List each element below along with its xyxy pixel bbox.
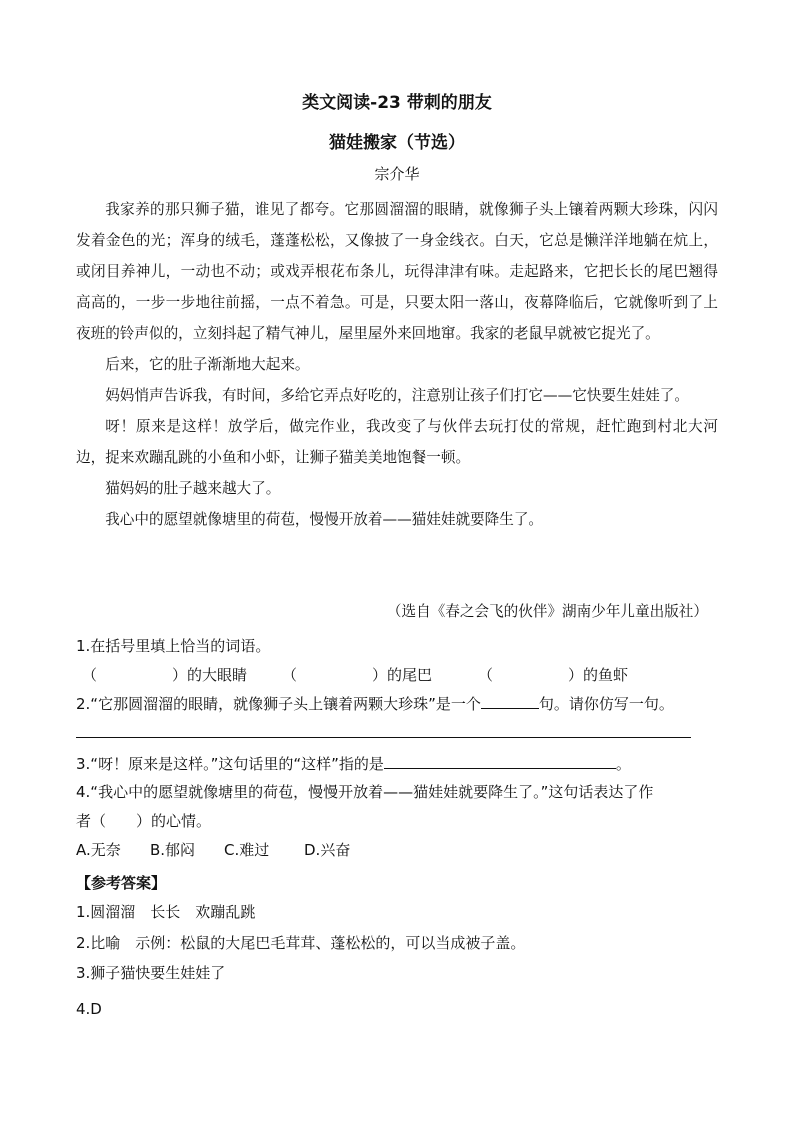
question-1-items [82, 665, 732, 685]
q2-answer-blank[interactable] [481, 694, 539, 709]
q1-item-eyes: （ ）的大眼睛 [82, 666, 248, 684]
q1-item-tail: （ ）的尾巴 [282, 666, 433, 684]
q2-writing-line[interactable] [76, 737, 691, 738]
question-2 [76, 694, 726, 714]
author-name: 宗介华 [374, 165, 420, 183]
passage-paragraph: 我家养的那只狮子猫，谁见了都夸。它那圆溜溜的眼睛，就像狮子头上镶着两颗大珍珠，闪闪发着金色的光；浑身的绒毛，蓬蓬松松，又像披了一身金线衣。白天，它总是懒洋洋地躺在炕上，或闭目养神儿，一动也不动；或戏弄根花布条儿，玩得津津有味。走起路来，它把长长的尾巴翘得高高的，一步一步地往前摇，一点不着急。可是，只要太阳一落山，夜幕降临后，它就像听到了上夜班的铃声似的，立刻抖起了精气神儿，屋里屋外来回地窜。我家的老鼠早就被它捉光了。 [76, 201, 718, 342]
passage-paragraph: 猫妈妈的肚子越来越大了。 [105, 480, 281, 497]
passage-paragraph: 妈妈悄声告诉我，有时间，多给它弄点好吃的，注意别让孩子们打它——它快要生娃娃了。 [105, 387, 689, 404]
option-d: D.兴奋 [304, 841, 351, 859]
option-a: A.无奈 [76, 841, 121, 859]
passage-paragraph: 我心中的愿望就像塘里的荷苞，慢慢开放着——猫娃娃就要降生了。 [105, 511, 544, 528]
question-4: 4.“我心中的愿望就像塘里的荷苞，慢慢开放着——猫娃娃就要降生了。”这句话表达了作 [76, 783, 654, 801]
reading-passage [76, 194, 718, 535]
answer-1: 1.圆溜溜 长长 欢蹦乱跳 [76, 903, 256, 921]
q2-text-end: 句。请你仿写一句。 [538, 695, 674, 713]
q3-text-end: 。 [615, 755, 631, 773]
question-4-cont: 者（ ）的心情。 [76, 812, 212, 830]
question-3 [76, 754, 726, 774]
answer-3: 3.狮子猫快要生娃娃了 [76, 964, 226, 982]
q2-text: 2.“它那圆溜溜的眼睛，就像狮子头上镶着两颗大珍珠”是一个 [76, 695, 481, 713]
answer-2: 2.比喻 示例：松鼠的大尾巴毛茸茸、蓬松松的，可以当成被子盖。 [76, 934, 526, 952]
question-4-options [76, 840, 726, 860]
passage-paragraph: 后来，它的肚子渐渐地大起来。 [105, 356, 310, 373]
option-b: B.郁闷 [150, 841, 196, 859]
q3-text: 3.“呀！原来是这样。”这句话里的“这样”指的是 [76, 755, 384, 773]
q3-answer-blank[interactable] [384, 754, 616, 769]
answers-heading: 【参考答案】 [76, 874, 167, 892]
question-1: 1.在括号里填上恰当的词语。 [76, 637, 271, 655]
q1-item-fish: （ ）的鱼虾 [478, 666, 629, 684]
page-title: 类文阅读-23 带刺的朋友 [302, 93, 492, 113]
option-c: C.难过 [224, 841, 270, 859]
answer-4: 4.D [76, 1000, 102, 1018]
passage-paragraph: 呀！原来是这样！放学后，做完作业，我改变了与伙伴去玩打仗的常规，赶忙跑到村北大河边，捉来欢蹦乱跳的小鱼和小虾，让狮子猫美美地饱餐一顿。 [76, 418, 718, 466]
passage-title: 猫娃搬家（节选） [329, 133, 465, 153]
passage-source: （选自《春之会飞的伙伴》湖南少年儿童出版社） [386, 603, 708, 620]
